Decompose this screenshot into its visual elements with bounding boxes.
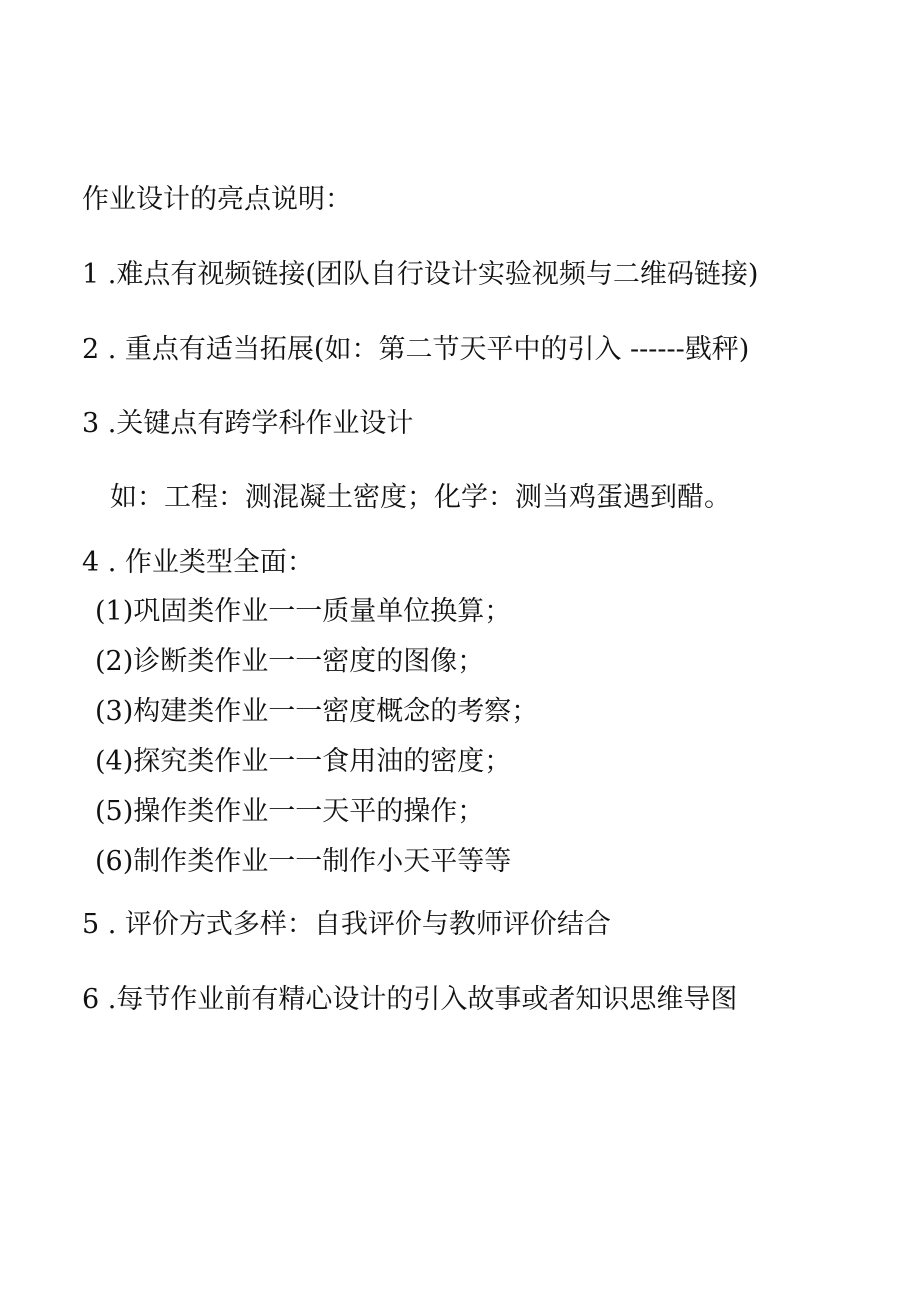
list-item-5: 5 . 评价方式多样：自我评价与教师评价结合 (82, 909, 611, 940)
list-item-1: 1 .难点有视频链接(团队自行设计实验视频与二维码链接) (82, 259, 759, 290)
list-item-3: 3 .关键点有跨学科作业设计 (82, 408, 414, 439)
sub-item-1: (1)巩固类作业一一质量单位换算； (95, 596, 512, 627)
list-item-3-example: 如：工程：测混凝土密度；化学：测当鸡蛋遇到醋。 (110, 482, 731, 513)
sub-item-3: (3)构建类作业一一密度概念的考察； (95, 696, 539, 727)
document-heading: 作业设计的亮点说明： (82, 184, 352, 215)
sub-item-4: (4)探究类作业一一食用油的密度； (95, 746, 512, 777)
list-item-2: 2 . 重点有适当拓展(如：第二节天平中的引入 ------戥秤) (82, 334, 750, 365)
sub-item-5: (5)操作类作业一一天平的操作； (95, 796, 485, 827)
list-item-4: 4 . 作业类型全面： (82, 547, 314, 578)
sub-item-2: (2)诊断类作业一一密度的图像； (95, 646, 485, 677)
sub-item-6: (6)制作类作业一一制作小天平等等 (95, 846, 512, 877)
list-item-6: 6 .每节作业前有精心设计的引入故事或者知识思维导图 (82, 984, 738, 1015)
